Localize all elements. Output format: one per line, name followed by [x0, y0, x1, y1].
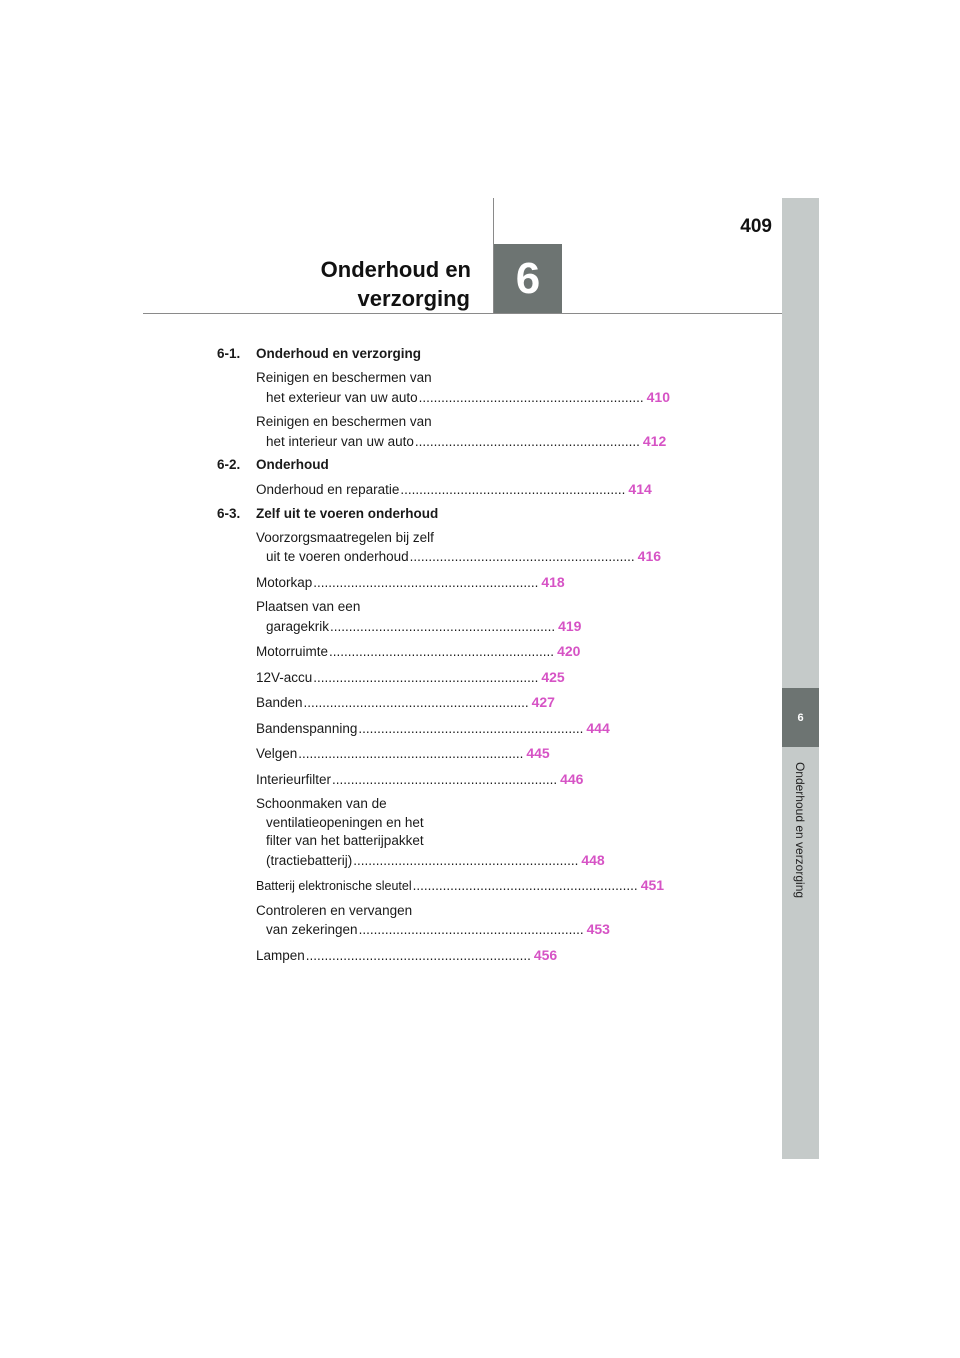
page-link[interactable]: 419	[558, 617, 582, 634]
page-link[interactable]: 420	[557, 643, 581, 659]
toc-section-heading	[217, 457, 467, 472]
leader-dots: ............................................................	[412, 878, 638, 893]
toc-entry[interactable]	[256, 876, 665, 896]
page-link[interactable]: 444	[586, 719, 610, 736]
toc-entry[interactable]	[256, 795, 605, 870]
leader-dots: ............................................................	[330, 618, 556, 634]
toc-entry[interactable]	[256, 902, 610, 940]
toc-entry[interactable]	[256, 668, 565, 688]
leader-dots: ............................................................	[418, 389, 644, 405]
entry-text: Reinigen en beschermen van	[256, 370, 432, 385]
toc-entry[interactable]	[256, 770, 584, 790]
leader-dots: ............................................................	[305, 947, 531, 963]
section-number: 6-2.	[217, 457, 241, 472]
page-link[interactable]: 445	[526, 745, 550, 761]
section-title: Onderhoud en verzorging	[256, 346, 422, 361]
toc-entry[interactable]	[256, 642, 581, 662]
section-title: Onderhoud	[256, 457, 329, 472]
leader-dots: ............................................................	[358, 720, 584, 736]
toc-entry[interactable]	[256, 744, 550, 764]
toc-entry[interactable]	[256, 529, 662, 567]
toc-entry[interactable]	[256, 598, 582, 636]
entry-text: Bandenspanning	[256, 720, 358, 736]
toc-entry[interactable]	[256, 946, 558, 966]
leader-dots: ............................................................	[298, 746, 524, 761]
page-link[interactable]: 446	[560, 770, 584, 787]
page-link[interactable]: 416	[637, 548, 662, 564]
page-link[interactable]: 427	[531, 694, 555, 710]
entry-text: Controleren en vervangen	[256, 902, 413, 918]
entry-text: Voorzorgsmaatregelen bij zelf	[256, 529, 434, 545]
entry-text: Reinigen en beschermen van	[256, 414, 432, 429]
section-number: 6-1.	[217, 346, 241, 361]
page-link[interactable]: 410	[646, 388, 670, 405]
table-of-contents	[217, 346, 670, 971]
leader-dots: ............................................................	[353, 852, 579, 868]
entry-text: het interieur van uw auto	[266, 433, 414, 449]
entry-text: Motorkap	[256, 574, 313, 590]
entry-text: filter van het batterijpakket	[266, 833, 424, 848]
leader-dots: ............................................................	[303, 695, 529, 710]
page-number: 409	[740, 216, 772, 237]
toc-section-heading	[217, 506, 467, 521]
entry-text: Onderhoud en reparatie	[256, 482, 400, 497]
chapter-title-line1: Onderhoud en	[320, 257, 471, 282]
page-link[interactable]: 456	[533, 946, 558, 963]
entry-text: Velgen	[256, 746, 298, 761]
leader-dots: ............................................................	[332, 771, 558, 787]
entry-text: Lampen	[256, 947, 305, 963]
toc-entry[interactable]	[256, 573, 565, 593]
page-link[interactable]: 451	[640, 877, 665, 893]
toc-entry[interactable]	[256, 413, 667, 451]
header-horizontal-rule	[143, 313, 782, 314]
entry-text: Plaatsen van een	[256, 599, 361, 614]
page-link[interactable]: 418	[541, 573, 565, 590]
leader-dots: ............................................................	[313, 669, 539, 685]
chapter-sidebar	[782, 198, 819, 1159]
chapter-number-block: 6	[494, 244, 562, 313]
entry-text: (tractiebatterij)	[266, 852, 353, 868]
toc-entry[interactable]	[256, 480, 652, 500]
toc-section-heading	[217, 346, 467, 361]
page-link[interactable]: 448	[581, 851, 605, 868]
section-number: 6-3.	[217, 505, 241, 521]
section-title: Zelf uit te voeren onderhoud	[256, 505, 439, 521]
entry-text: uit te voeren onderhoud	[266, 549, 409, 564]
entry-text: Interieurfilter	[256, 771, 332, 787]
entry-text: 12V-accu	[256, 669, 313, 685]
entry-text: Schoonmaken van de	[256, 796, 387, 811]
leader-dots: ............................................................	[409, 549, 635, 564]
entry-text: garagekrik	[266, 618, 330, 634]
chapter-title-line2: verzorging	[357, 286, 470, 311]
entry-text: Motorruimte	[256, 644, 329, 659]
page-link[interactable]: 425	[541, 668, 565, 685]
toc-entry[interactable]	[256, 719, 610, 739]
leader-dots: ............................................................	[358, 922, 584, 937]
entry-text: van zekeringen	[266, 922, 358, 937]
leader-dots: ............................................................	[313, 574, 539, 590]
leader-dots: ............................................................	[329, 644, 555, 659]
entry-text: het exterieur van uw auto	[266, 389, 418, 405]
toc-entry[interactable]	[256, 369, 670, 407]
page-link[interactable]: 412	[642, 432, 667, 449]
page-link[interactable]: 453	[586, 921, 610, 937]
page-link[interactable]: 414	[628, 481, 652, 497]
leader-dots: ............................................................	[414, 433, 640, 449]
sidebar-chapter-label: Onderhoud en verzorging	[793, 761, 807, 899]
sidebar-chapter-tab[interactable]: 6	[782, 688, 819, 747]
chapter-title	[321, 255, 471, 313]
leader-dots: ............................................................	[400, 482, 626, 497]
entry-text: ventilatieopeningen en het	[266, 814, 424, 830]
entry-text: Batterij elektronische sleutel	[256, 879, 412, 893]
toc-entry[interactable]	[256, 693, 555, 713]
entry-text: Banden	[256, 695, 303, 710]
